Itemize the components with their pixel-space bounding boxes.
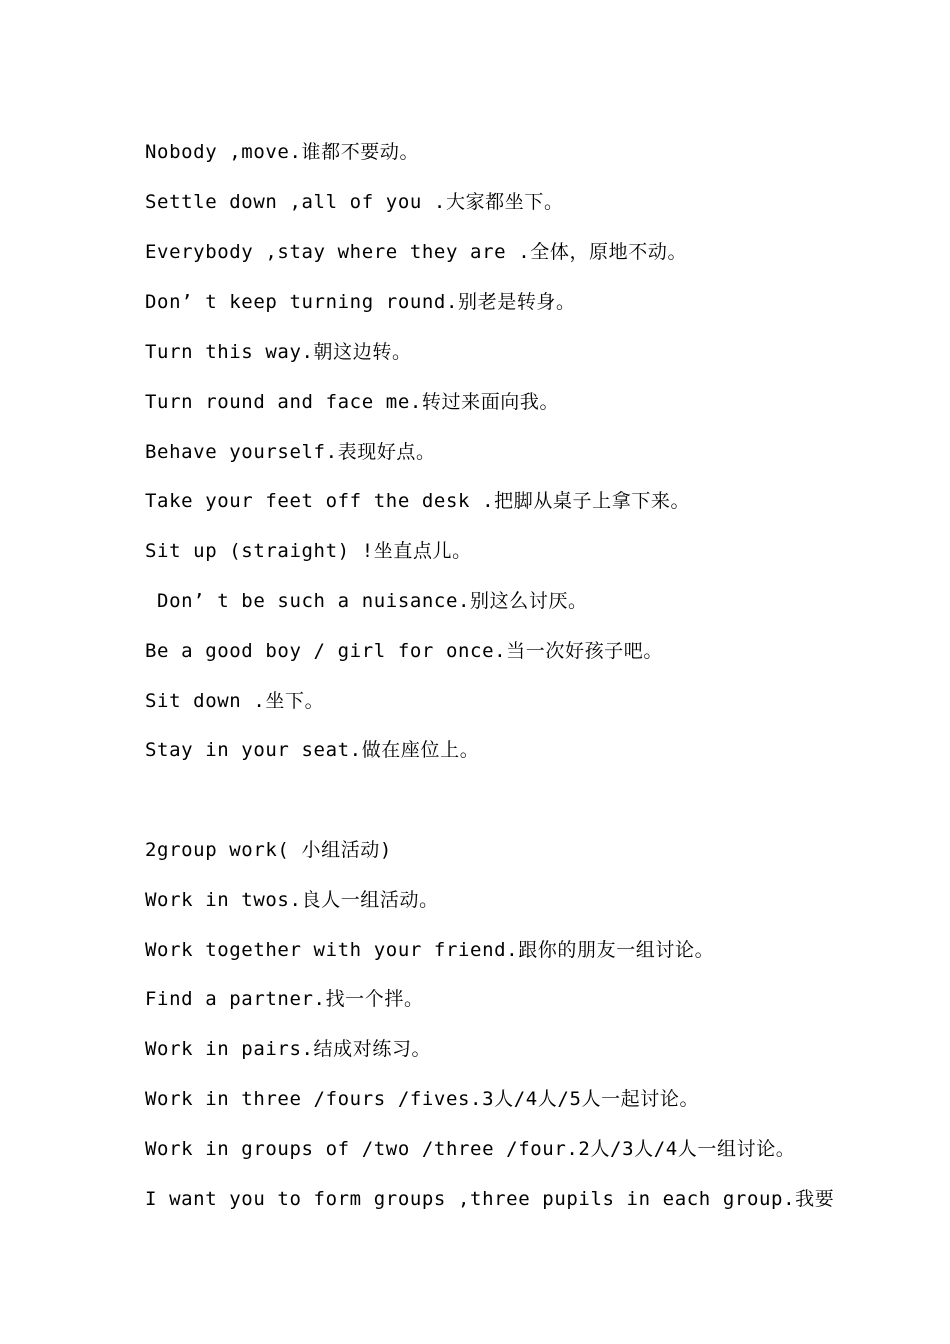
text-line: Work together with your friend.跟你的朋友一组讨论。 — [145, 939, 715, 961]
section-heading: 2group work( 小组活动) — [145, 839, 392, 861]
text-line: Work in twos.良人一组活动。 — [145, 889, 439, 911]
text-line: Don’ t be such a nuisance.别这么讨厌。 — [145, 590, 588, 612]
text-line: Settle down ,all of you .大家都坐下。 — [145, 191, 564, 213]
text-line: Work in groups of /two /three /four.2人/3人/4人一组讨论。 — [145, 1138, 796, 1160]
text-line: Sit up (straight) !坐直点儿。 — [145, 540, 472, 562]
text-line: Work in pairs.结成对练习。 — [145, 1038, 432, 1060]
text-line: Turn round and face me.转过来面向我。 — [145, 391, 560, 413]
text-line: Work in three /fours /fives.3人/4人/5人一起讨论。 — [145, 1088, 700, 1110]
text-line: Sit down .坐下。 — [145, 690, 325, 712]
text-line: Turn this way.朝这边转。 — [145, 341, 412, 363]
text-line: Nobody ,move.谁都不要动。 — [145, 141, 420, 163]
text-line: Stay in your seat.做在座位上。 — [145, 739, 480, 761]
text-line: I want you to form groups ,three pupils in each group.我要 — [145, 1188, 835, 1210]
text-line: Behave yourself.表现好点。 — [145, 441, 436, 463]
text-line: Find a partner.找一个拌。 — [145, 988, 424, 1010]
text-line: Take your feet off the desk .把脚从桌子上拿下来。 — [145, 490, 691, 512]
text-line: Don’ t keep turning round.别老是转身。 — [145, 291, 576, 313]
text-line: Be a good boy / girl for once.当一次好孩子吧。 — [145, 640, 663, 662]
text-line: Everybody ,stay where they are .全体，原地不动。 — [145, 241, 688, 263]
